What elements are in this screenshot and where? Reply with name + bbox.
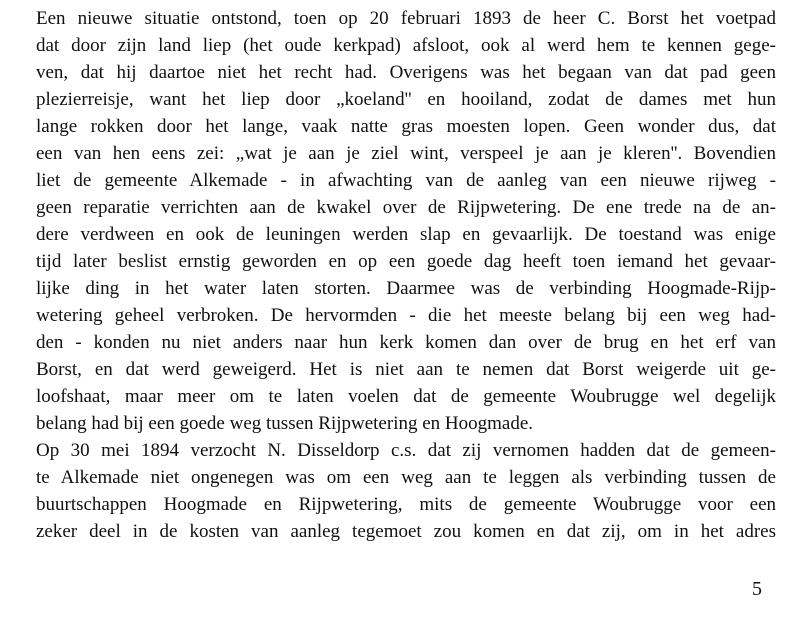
text-line-11: lijke ding in het water laten storten. Daarmee was de verbinding Hoogmade-Rijp- [36,278,776,299]
text-line-17: Op 30 mei 1894 verzocht N. Disseldorp c.s. dat zij vernomen hadden dat de gemeen- [36,440,776,461]
text-line-15: loofshaat, maar meer om te laten voelen dat de gemeente Woubrugge wel degelijk [36,386,776,407]
text-line-18: te Alkemade niet ongenegen was om een weg aan te leggen als verbinding tussen de [36,467,776,488]
text-line-3: ven, dat hij daartoe niet het recht had. Overigens was het begaan van dat pad geen [36,62,776,83]
text-line-6: een van hen eens zei: „wat je aan je ziel wint, verspeel je aan je kleren''. Bovendien [36,143,776,164]
text-line-1: Een nieuwe situatie ontstond, toen op 20 februari 1893 de heer C. Borst het voetpad [36,8,776,29]
text-line-12: wetering geheel verbroken. De hervormden - die het meeste belang bij een weg had- [36,305,776,326]
text-line-10: tijd later beslist ernstig geworden en op een goede dag heeft toen iemand het gevaar- [36,251,776,272]
body-text [36,5,776,545]
text-line-16: belang had bij een goede weg tussen Rijpwetering en Hoogmade. [36,413,534,434]
text-line-7: liet de gemeente Alkemade - in afwachting van de aanleg van een nieuwe rijweg - [36,170,776,191]
text-line-9: dere verdween en ook de leuningen werden slap en gevaarlijk. De toestand was enige [36,224,776,245]
text-line-19: buurtschappen Hoogmade en Rijpwetering, mits de gemeente Woubrugge voor een [36,494,776,515]
text-line-8: geen reparatie verrichten aan de kwakel over de Rijpwetering. De ene trede na de an- [36,197,776,218]
text-line-14: Borst, en dat werd geweigerd. Het is niet aan te nemen dat Borst weigerde uit ge- [36,359,776,380]
text-line-5: lange rokken door het lange, vaak natte gras moesten lopen. Geen wonder dus, dat [36,116,776,137]
text-line-4: plezierreisje, want het liep door „koeland'' en hooiland, zodat de dames met hun [36,89,776,110]
text-line-2: dat door zijn land liep (het oude kerkpad) afsloot, ook al werd hem te kennen gege- [36,35,776,56]
text-line-13: den - konden nu niet anders naar hun kerk komen dan over de brug en het erf van [36,332,776,353]
page-number: 5 [752,578,762,600]
text-line-20: zeker deel in de kosten van aanleg tegemoet zou komen en dat zij, om in het adres [36,521,776,542]
